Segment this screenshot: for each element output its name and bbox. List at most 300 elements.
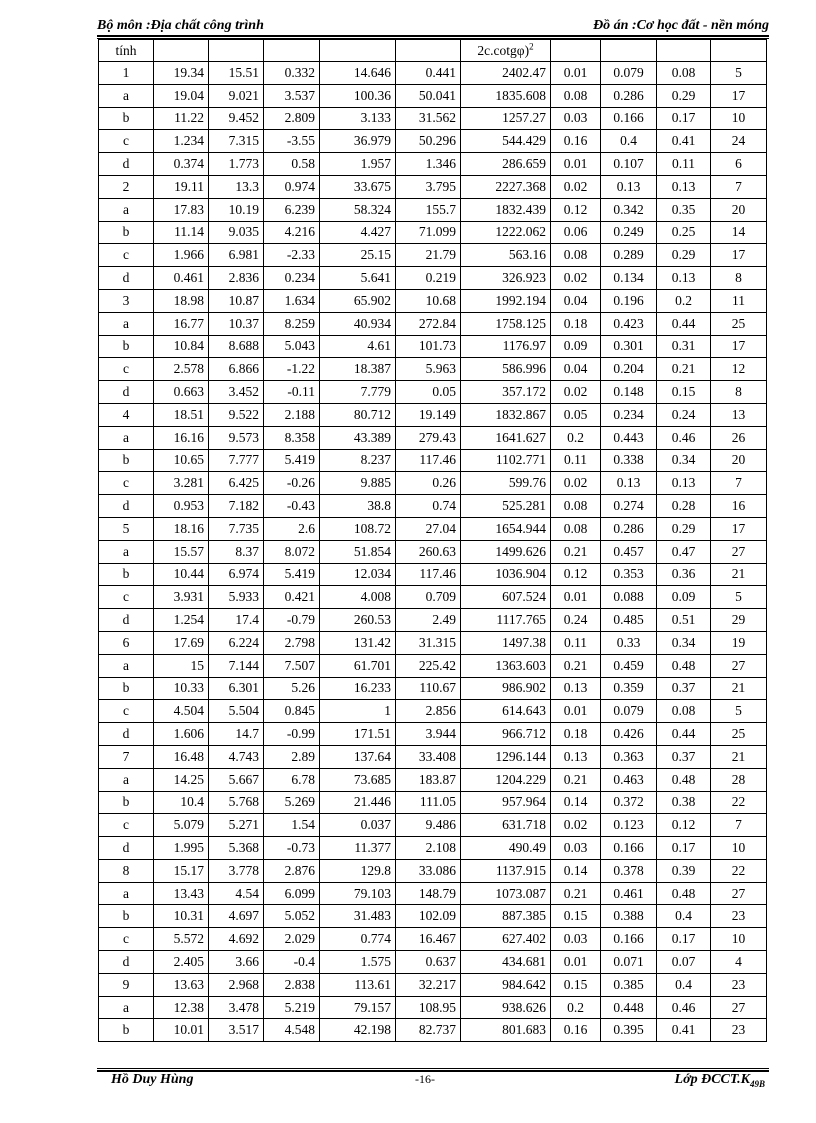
row-label-cell: a [99,198,154,221]
table-cell: 0.17 [657,107,711,130]
table-cell: 5.963 [396,358,461,381]
table-cell: 12 [711,358,767,381]
table-cell: 10.01 [154,1019,209,1042]
table-cell: 11 [711,289,767,312]
table-cell: 27 [711,996,767,1019]
table-cell: 0.58 [264,153,320,176]
table-cell: 286.659 [461,153,551,176]
table-cell: 11.22 [154,107,209,130]
table-cell: 14 [711,221,767,244]
table-cell: 0.378 [601,859,657,882]
table-cell: 5.26 [264,677,320,700]
table-cell: 17.4 [209,609,264,632]
table-cell: 8.358 [264,426,320,449]
table-cell: 0.05 [396,381,461,404]
table-cell: 108.95 [396,996,461,1019]
table-cell: 1992.194 [461,289,551,312]
table-cell: 27 [711,540,767,563]
table-cell: 3.778 [209,859,264,882]
table-cell: 0.974 [264,175,320,198]
table-cell: 1.54 [264,814,320,837]
table-cell: 1176.97 [461,335,551,358]
table-cell: 5.079 [154,814,209,837]
table-cell: -0.73 [264,837,320,860]
table-cell: 0.16 [551,130,601,153]
table-cell: 7 [711,472,767,495]
table-cell: 0.48 [657,654,711,677]
formula-superscript: 2 [529,41,534,51]
table-cell: -2.33 [264,244,320,267]
header-cell [657,40,711,62]
row-label-cell: c [99,472,154,495]
table-cell: 171.51 [320,723,396,746]
table-cell: 10.84 [154,335,209,358]
table-cell: 33.408 [396,745,461,768]
row-label-cell: b [99,449,154,472]
table-cell: 0.02 [551,381,601,404]
table-cell: 0.46 [657,426,711,449]
table-cell: 0.34 [657,631,711,654]
table-cell: 0.374 [154,153,209,176]
table-cell: 966.712 [461,723,551,746]
row-label-cell: b [99,791,154,814]
row-label-cell: a [99,768,154,791]
table-row [99,107,767,130]
table-cell: 0.01 [551,62,601,85]
row-label-cell: b [99,1019,154,1042]
table-cell: 1296.144 [461,745,551,768]
table-cell: 0.21 [551,768,601,791]
table-cell: 0.48 [657,768,711,791]
table-cell: 0.421 [264,586,320,609]
table-cell: 2.029 [264,928,320,951]
table-cell: 0.18 [551,312,601,335]
table-row [99,244,767,267]
table-cell: 0.08 [551,495,601,518]
header-rule-thick [97,35,769,37]
table-cell: 7.144 [209,654,264,677]
table-cell: 80.712 [320,403,396,426]
table-cell: 563.16 [461,244,551,267]
table-cell: 19.149 [396,403,461,426]
table-cell: 0.709 [396,586,461,609]
table-cell: 23 [711,973,767,996]
table-cell: 0.17 [657,928,711,951]
table-cell: 58.324 [320,198,396,221]
table-cell: -0.4 [264,951,320,974]
table-cell: 4 [711,951,767,974]
data-table-container [98,39,767,1042]
table-cell: 1.575 [320,951,396,974]
table-cell: 25 [711,312,767,335]
table-cell: 15.17 [154,859,209,882]
table-cell: 260.53 [320,609,396,632]
table-cell: 1.634 [264,289,320,312]
table-cell: 0.286 [601,517,657,540]
table-cell: 19 [711,631,767,654]
table-cell: 5.419 [264,449,320,472]
table-cell: 13 [711,403,767,426]
table-cell: 0.03 [551,107,601,130]
table-cell: 1641.627 [461,426,551,449]
table-cell: 8.37 [209,540,264,563]
table-cell: 3.452 [209,381,264,404]
table-cell: 9.573 [209,426,264,449]
table-cell: 1.254 [154,609,209,632]
table-row [99,745,767,768]
table-cell: 0.48 [657,882,711,905]
table-cell: 0.04 [551,289,601,312]
table-cell: 10 [711,928,767,951]
table-cell: 25 [711,723,767,746]
table-cell: 19.11 [154,175,209,198]
table-cell: 0.166 [601,928,657,951]
table-row [99,654,767,677]
table-cell: 0.13 [601,175,657,198]
header-cell [209,40,264,62]
table-cell: 17.83 [154,198,209,221]
table-cell: 0.11 [551,449,601,472]
table-cell: 21 [711,677,767,700]
table-cell: 5 [711,586,767,609]
table-cell: 0.13 [657,175,711,198]
table-cell: 3.66 [209,951,264,974]
table-row [99,768,767,791]
footer-author: Hồ Duy Hùng [111,1072,194,1087]
row-label-cell: c [99,358,154,381]
table-row [99,472,767,495]
table-cell: 0.2 [657,289,711,312]
table-cell: 0.21 [551,540,601,563]
table-cell: 0.249 [601,221,657,244]
row-label-cell: a [99,654,154,677]
table-cell: 0.079 [601,62,657,85]
table-cell: 4.216 [264,221,320,244]
table-cell: 1117.765 [461,609,551,632]
table-cell: 10.37 [209,312,264,335]
table-cell: 0.11 [551,631,601,654]
table-row [99,175,767,198]
table-cell: 599.76 [461,472,551,495]
table-cell: 137.64 [320,745,396,768]
table-cell: 0.15 [657,381,711,404]
table-cell: 627.402 [461,928,551,951]
table-cell: 0.37 [657,745,711,768]
table-row [99,586,767,609]
table-cell: -1.22 [264,358,320,381]
table-cell: 1.995 [154,837,209,860]
table-cell: 0.12 [551,198,601,221]
row-label-cell: a [99,426,154,449]
table-cell: 19.34 [154,62,209,85]
table-cell: 10 [711,107,767,130]
table-cell: 1036.904 [461,563,551,586]
table-cell: 0.14 [551,859,601,882]
table-row [99,153,767,176]
table-cell: 0.03 [551,837,601,860]
table-row [99,540,767,563]
table-cell: 10.65 [154,449,209,472]
table-cell: 0.12 [551,563,601,586]
table-cell: 5.933 [209,586,264,609]
table-cell: 8.688 [209,335,264,358]
table-cell: 5.368 [209,837,264,860]
table-cell: 26 [711,426,767,449]
page-footer [97,1072,769,1090]
table-cell: 0.51 [657,609,711,632]
table-row [99,517,767,540]
table-cell: 0.41 [657,130,711,153]
table-row [99,221,767,244]
table-cell: 1073.087 [461,882,551,905]
table-cell: 9.035 [209,221,264,244]
table-cell: 1 [320,700,396,723]
table-cell: 29 [711,609,767,632]
table-cell: 0.25 [657,221,711,244]
table-cell: 4.697 [209,905,264,928]
table-row [99,312,767,335]
table-cell: 13.43 [154,882,209,905]
table-cell: 33.086 [396,859,461,882]
table-cell: 10.33 [154,677,209,700]
row-label-cell: d [99,951,154,974]
table-cell: 0.17 [657,837,711,860]
table-cell: 0.47 [657,540,711,563]
table-cell: 4.008 [320,586,396,609]
table-cell: 0.13 [657,472,711,495]
table-cell: 22 [711,791,767,814]
row-label-cell: b [99,677,154,700]
table-row [99,495,767,518]
table-cell: 6.981 [209,244,264,267]
row-label-cell: a [99,84,154,107]
table-cell: 434.681 [461,951,551,974]
table-cell: 279.43 [396,426,461,449]
table-cell: 4.548 [264,1019,320,1042]
table-cell: 0.14 [551,791,601,814]
table-cell: 18.98 [154,289,209,312]
table-cell: 22 [711,859,767,882]
table-cell: 2.798 [264,631,320,654]
table-cell: 0.35 [657,198,711,221]
table-cell: 8 [711,381,767,404]
table-cell: 4.61 [320,335,396,358]
table-cell: 13.63 [154,973,209,996]
table-cell: 4.427 [320,221,396,244]
table-row [99,62,767,85]
row-label-cell: 6 [99,631,154,654]
table-row [99,837,767,860]
table-cell: 0.071 [601,951,657,974]
row-label-cell: c [99,814,154,837]
table-cell: 1257.27 [461,107,551,130]
row-label-cell: b [99,335,154,358]
row-label-cell: 9 [99,973,154,996]
header-cell [396,40,461,62]
header-cell [264,40,320,62]
table-header-row [99,40,767,62]
footer-class-main: Lớp ĐCCT.K [674,1072,750,1087]
table-cell: 108.72 [320,517,396,540]
table-cell: 0.18 [551,723,601,746]
table-cell: 0.196 [601,289,657,312]
table-cell: -0.79 [264,609,320,632]
table-cell: 12.034 [320,563,396,586]
table-cell: 0.39 [657,859,711,882]
table-cell: 607.524 [461,586,551,609]
row-label-cell: c [99,586,154,609]
table-cell: 1.773 [209,153,264,176]
table-cell: 0.338 [601,449,657,472]
table-cell: 148.79 [396,882,461,905]
table-cell: 2.49 [396,609,461,632]
table-cell: 0.448 [601,996,657,1019]
table-cell: 0.08 [551,84,601,107]
table-cell: 6.099 [264,882,320,905]
table-cell: 0.04 [551,358,601,381]
table-cell: 0.34 [657,449,711,472]
table-cell: 0.44 [657,312,711,335]
table-cell: 183.87 [396,768,461,791]
table-cell: 614.643 [461,700,551,723]
table-cell: 7.777 [209,449,264,472]
table-cell: 5.043 [264,335,320,358]
table-cell: 5.572 [154,928,209,951]
table-cell: 0.11 [657,153,711,176]
table-cell: 2.836 [209,267,264,290]
table-cell: 1.234 [154,130,209,153]
table-cell: 0.38 [657,791,711,814]
table-cell: 0.08 [657,62,711,85]
table-cell: 5 [711,62,767,85]
table-cell: 4.692 [209,928,264,951]
table-cell: 0.08 [551,244,601,267]
row-label-cell: d [99,495,154,518]
table-cell: 225.42 [396,654,461,677]
table-cell: 0.363 [601,745,657,768]
table-cell: 65.902 [320,289,396,312]
table-cell: 14.7 [209,723,264,746]
table-cell: 0.485 [601,609,657,632]
table-cell: 1.957 [320,153,396,176]
table-cell: 0.15 [551,973,601,996]
table-cell: 8 [711,267,767,290]
row-label-cell: a [99,312,154,335]
page-header [97,18,769,36]
table-cell: 23 [711,905,767,928]
table-row [99,403,767,426]
table-cell: 82.737 [396,1019,461,1042]
row-label-cell: a [99,540,154,563]
table-cell: 0.953 [154,495,209,518]
table-cell: 10.87 [209,289,264,312]
table-cell: 38.8 [320,495,396,518]
row-label-cell: 7 [99,745,154,768]
footer-class [675,1072,765,1089]
table-cell: 0.274 [601,495,657,518]
table-cell: 0.037 [320,814,396,837]
table-cell: 1.606 [154,723,209,746]
table-cell: 0.29 [657,517,711,540]
table-cell: -0.43 [264,495,320,518]
table-cell: 0.01 [551,586,601,609]
table-cell: 4.743 [209,745,264,768]
table-cell: 0.353 [601,563,657,586]
table-cell: 27 [711,654,767,677]
table-cell: 0.26 [396,472,461,495]
table-cell: 0.385 [601,973,657,996]
table-cell: 16 [711,495,767,518]
row-label-cell: a [99,882,154,905]
table-cell: 0.13 [657,267,711,290]
table-cell: 0.234 [264,267,320,290]
table-cell: 5.219 [264,996,320,1019]
row-label-cell: d [99,723,154,746]
row-label-cell: c [99,130,154,153]
table-cell: 6.301 [209,677,264,700]
table-row [99,996,767,1019]
table-cell: 0.13 [551,677,601,700]
table-cell: 5.419 [264,563,320,586]
table-cell: 631.718 [461,814,551,837]
table-cell: 357.172 [461,381,551,404]
table-cell: 25.15 [320,244,396,267]
table-row [99,289,767,312]
table-cell: 18.387 [320,358,396,381]
row-label-cell: a [99,996,154,1019]
table-cell: 5.641 [320,267,396,290]
table-cell: 16.48 [154,745,209,768]
table-cell: 11.377 [320,837,396,860]
table-cell: 0.663 [154,381,209,404]
table-cell: 0.332 [264,62,320,85]
table-cell: 33.675 [320,175,396,198]
table-cell: -0.26 [264,472,320,495]
table-cell: 0.28 [657,495,711,518]
table-row [99,677,767,700]
table-row [99,563,767,586]
table-cell: 0.07 [657,951,711,974]
row-label-cell: d [99,837,154,860]
table-cell: 0.15 [551,905,601,928]
table-cell: 0.29 [657,84,711,107]
table-cell: 0.31 [657,335,711,358]
table-cell: 0.219 [396,267,461,290]
table-cell: 7.779 [320,381,396,404]
table-cell: 801.683 [461,1019,551,1042]
table-cell: 117.46 [396,563,461,586]
table-cell: 0.148 [601,381,657,404]
table-cell: 0.01 [551,153,601,176]
table-cell: 0.74 [396,495,461,518]
table-cell: 1.966 [154,244,209,267]
table-cell: 21.79 [396,244,461,267]
table-cell: 272.84 [396,312,461,335]
table-cell: 6.224 [209,631,264,654]
table-cell: 5.768 [209,791,264,814]
table-cell: 20 [711,198,767,221]
table-cell: 490.49 [461,837,551,860]
row-label-cell: 1 [99,62,154,85]
table-cell: 0.4 [657,905,711,928]
row-label-cell: c [99,244,154,267]
table-cell: 6.239 [264,198,320,221]
row-label-cell: b [99,221,154,244]
table-cell: 102.09 [396,905,461,928]
table-cell: 17.69 [154,631,209,654]
table-cell: 14.25 [154,768,209,791]
table-cell: 0.426 [601,723,657,746]
